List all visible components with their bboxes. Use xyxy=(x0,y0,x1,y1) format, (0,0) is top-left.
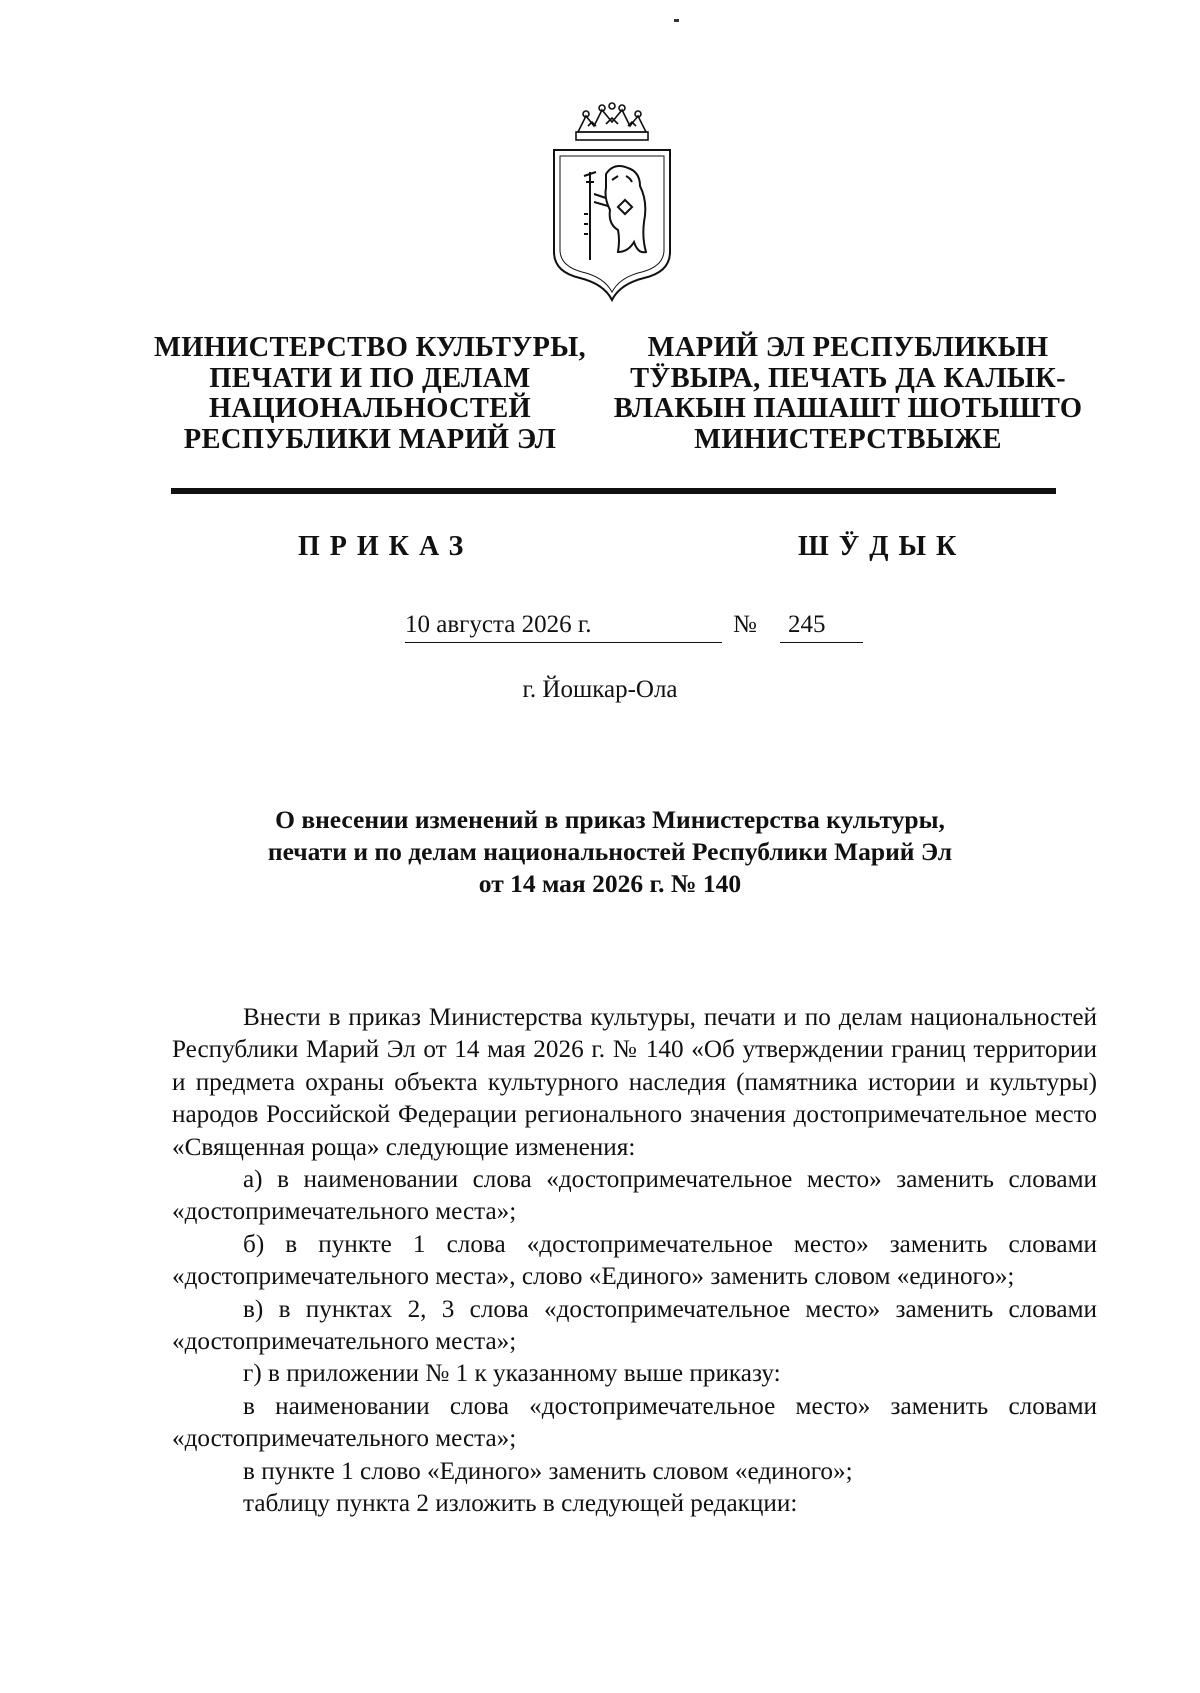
ministry-header xyxy=(130,332,1083,463)
order-subject xyxy=(160,804,1060,900)
order-title-russian: ПРИКАЗ xyxy=(298,531,474,562)
subject-line: от 14 мая 2026 г. № 140 xyxy=(478,869,742,898)
body-paragraph: Внести в приказ Министерства культуры, печати и по делам национальностей Республики Марий Эл от 14 мая 2026 г. № 140 «Об утверждении границ территории и предмета охраны объекта культурного наследия (памятника истории и культуры) народов Российской Федерации регионального значения достопримечательное место «Священная роща» следующие изменения: xyxy=(172,1004,1097,1161)
coat-of-arms-icon xyxy=(548,102,676,302)
ministry-name-russian xyxy=(130,333,610,455)
body-paragraph: б) в пункте 1 слова «достопримечательное место» заменить словами «достопримечательного места», слово «Единого» заменить словом «единого»; xyxy=(172,1230,1097,1291)
order-number: 245 xyxy=(788,611,826,638)
scan-speck xyxy=(674,19,679,22)
city-name: г. Йошкар-Ола xyxy=(522,676,678,703)
subject-line: О внесении изменений в приказ Министерства культуры, xyxy=(275,805,945,834)
number-underline xyxy=(780,642,863,643)
header-line: ПЕЧАТИ И ПО ДЕЛАМ xyxy=(209,362,531,394)
body-paragraph: таблицу пункта 2 изложить в следующей редакции: xyxy=(243,1490,798,1518)
date-underline xyxy=(405,642,722,643)
body-paragraph: в) в пунктах 2, 3 слова «достопримечательное место» заменить словами «достопримечательного места»; xyxy=(172,1295,1097,1356)
ministry-name-mari xyxy=(608,333,1088,455)
header-line: МАРИЙ ЭЛ РЕСПУБЛИКЫН xyxy=(647,332,1049,363)
header-line: МИНИСТЕРСТВЫЖЕ xyxy=(694,423,1002,455)
header-line: РЕСПУБЛИКИ МАРИЙ ЭЛ xyxy=(183,423,557,455)
header-divider xyxy=(171,488,1056,494)
body-paragraph: а) в наименовании слова «достопримечательное место» заменить словами «достопримечательного места»; xyxy=(172,1166,1097,1226)
number-sign: № xyxy=(733,611,757,638)
body-paragraph: г) в приложении № 1 к указанному выше приказу: xyxy=(243,1360,781,1388)
header-line: НАЦИОНАЛЬНОСТЕЙ xyxy=(208,393,532,424)
subject-line: печати и по делам национальностей Республики Марий Эл xyxy=(267,837,953,866)
body-paragraph: в наименовании слова «достопримечательное место» заменить словами «достопримечательного места»; xyxy=(172,1392,1097,1453)
order-date: 10 августа 2026 г. xyxy=(405,611,592,638)
header-line: ВЛАКЫН ПАШАШТ ШОТЫШТО xyxy=(613,393,1083,424)
order-body xyxy=(172,1002,1097,1521)
header-line: МИНИСТЕРСТВО КУЛЬТУРЫ, xyxy=(154,332,586,363)
order-title-mari: ШӰДЫК xyxy=(798,531,967,562)
body-paragraph: в пункте 1 слово «Единого» заменить словом «единого»; xyxy=(243,1457,853,1485)
header-line: ТӰВЫРА, ПЕЧАТЬ ДА КАЛЫК- xyxy=(630,362,1066,394)
